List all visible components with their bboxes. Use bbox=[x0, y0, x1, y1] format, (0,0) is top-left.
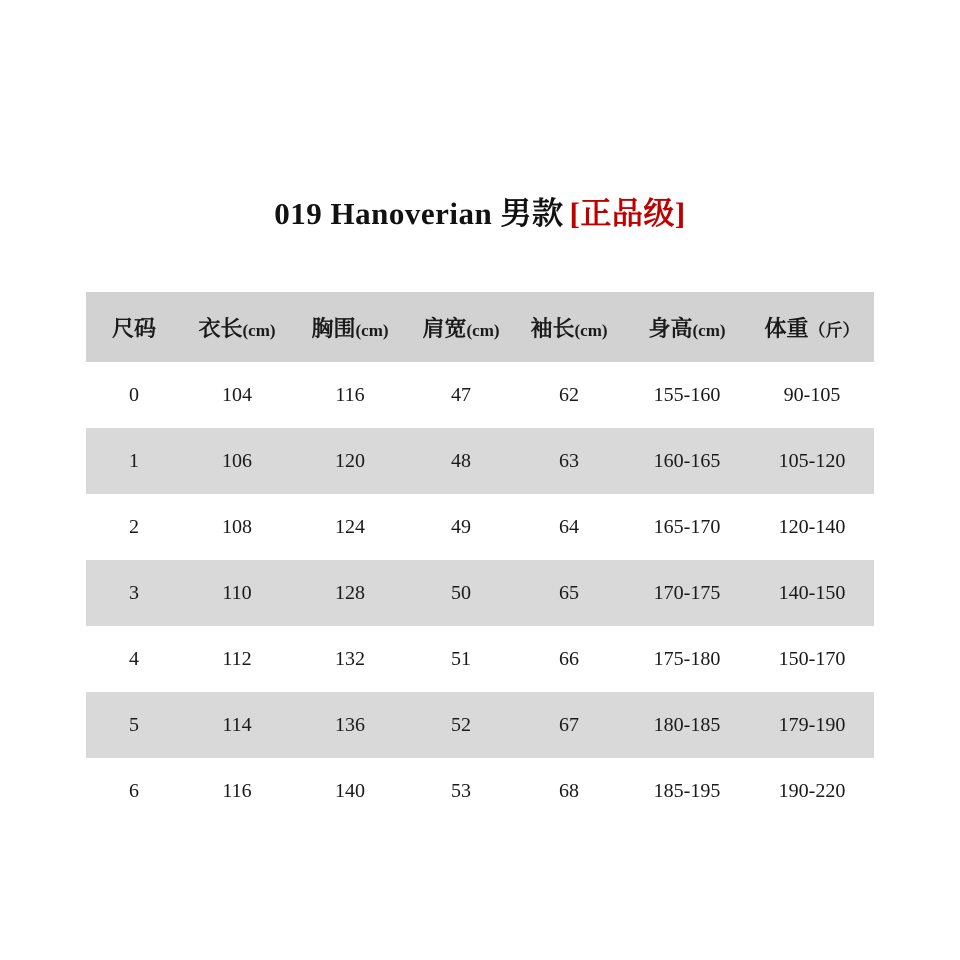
table-header bbox=[86, 292, 874, 362]
column-header-length-unit: (cm) bbox=[242, 320, 276, 340]
cell-length: 108 bbox=[222, 515, 252, 538]
column-header-weight-label: 体重 bbox=[764, 315, 809, 341]
cell-length: 114 bbox=[222, 713, 252, 736]
column-header-size-label: 尺码 bbox=[111, 315, 156, 341]
cell-length: 106 bbox=[222, 449, 252, 472]
page-title bbox=[0, 188, 960, 233]
cell-weight: 120-140 bbox=[778, 515, 846, 538]
column-header-bust-unit: (cm) bbox=[355, 320, 389, 340]
column-header-height bbox=[624, 292, 750, 362]
cell-sleeve: 62 bbox=[559, 383, 579, 406]
table-row bbox=[86, 692, 874, 758]
cell-size: 5 bbox=[129, 713, 139, 736]
cell-shoulder: 47 bbox=[451, 383, 471, 406]
cell-weight: 90-105 bbox=[783, 383, 841, 406]
cell-sleeve: 67 bbox=[559, 713, 579, 736]
cell-length: 104 bbox=[222, 383, 252, 406]
cell-height: 170-175 bbox=[653, 581, 721, 604]
cell-shoulder: 53 bbox=[451, 779, 471, 802]
cell-height: 155-160 bbox=[653, 383, 721, 406]
table-header-row bbox=[86, 292, 874, 362]
cell-height: 175-180 bbox=[653, 647, 721, 670]
column-header-length bbox=[182, 292, 292, 362]
column-header-weight-unit: （斤） bbox=[808, 320, 860, 340]
cell-weight: 105-120 bbox=[778, 449, 846, 472]
cell-height: 185-195 bbox=[653, 779, 721, 802]
table-row bbox=[86, 494, 874, 560]
cell-bust: 124 bbox=[335, 515, 365, 538]
cell-shoulder: 49 bbox=[451, 515, 471, 538]
column-header-shoulder bbox=[408, 292, 514, 362]
cell-weight: 140-150 bbox=[778, 581, 846, 604]
column-header-sleeve-label: 袖长 bbox=[530, 315, 575, 341]
page-title-tag: [正品级] bbox=[569, 196, 686, 231]
column-header-height-label: 身高 bbox=[648, 315, 693, 341]
size-table-container bbox=[86, 292, 874, 824]
cell-sleeve: 65 bbox=[559, 581, 579, 604]
cell-length: 110 bbox=[222, 581, 252, 604]
table-row bbox=[86, 428, 874, 494]
cell-bust: 128 bbox=[335, 581, 365, 604]
cell-size: 4 bbox=[129, 647, 139, 670]
table-row bbox=[86, 560, 874, 626]
column-header-shoulder-label: 肩宽 bbox=[422, 315, 467, 341]
cell-bust: 132 bbox=[335, 647, 365, 670]
column-header-height-unit: (cm) bbox=[692, 320, 726, 340]
cell-sleeve: 66 bbox=[559, 647, 579, 670]
cell-shoulder: 50 bbox=[451, 581, 471, 604]
cell-bust: 136 bbox=[335, 713, 365, 736]
cell-shoulder: 48 bbox=[451, 449, 471, 472]
column-header-sleeve bbox=[514, 292, 624, 362]
cell-size: 0 bbox=[129, 383, 139, 406]
table-row bbox=[86, 626, 874, 692]
cell-shoulder: 52 bbox=[451, 713, 471, 736]
column-header-bust bbox=[292, 292, 408, 362]
column-header-sleeve-unit: (cm) bbox=[574, 320, 608, 340]
cell-size: 2 bbox=[129, 515, 139, 538]
cell-weight: 190-220 bbox=[778, 779, 846, 802]
page-title-main: 019 Hanoverian 男款 bbox=[274, 196, 564, 231]
cell-bust: 120 bbox=[335, 449, 365, 472]
cell-sleeve: 63 bbox=[559, 449, 579, 472]
cell-height: 180-185 bbox=[653, 713, 721, 736]
cell-sleeve: 68 bbox=[559, 779, 579, 802]
cell-size: 3 bbox=[129, 581, 139, 604]
cell-weight: 179-190 bbox=[778, 713, 846, 736]
cell-weight: 150-170 bbox=[778, 647, 846, 670]
column-header-bust-label: 胸围 bbox=[311, 315, 356, 341]
column-header-size bbox=[86, 292, 182, 362]
cell-sleeve: 64 bbox=[559, 515, 579, 538]
cell-shoulder: 51 bbox=[451, 647, 471, 670]
column-header-weight bbox=[750, 292, 874, 362]
table-row bbox=[86, 758, 874, 824]
cell-size: 1 bbox=[129, 449, 139, 472]
table-row bbox=[86, 362, 874, 428]
cell-height: 165-170 bbox=[653, 515, 721, 538]
column-header-shoulder-unit: (cm) bbox=[466, 320, 500, 340]
table-body bbox=[86, 362, 874, 824]
column-header-length-label: 衣长 bbox=[198, 315, 243, 341]
cell-bust: 140 bbox=[335, 779, 365, 802]
cell-length: 116 bbox=[222, 779, 252, 802]
cell-bust: 116 bbox=[335, 383, 365, 406]
cell-size: 6 bbox=[129, 779, 139, 802]
cell-height: 160-165 bbox=[653, 449, 721, 472]
size-table bbox=[86, 292, 874, 824]
cell-length: 112 bbox=[222, 647, 252, 670]
